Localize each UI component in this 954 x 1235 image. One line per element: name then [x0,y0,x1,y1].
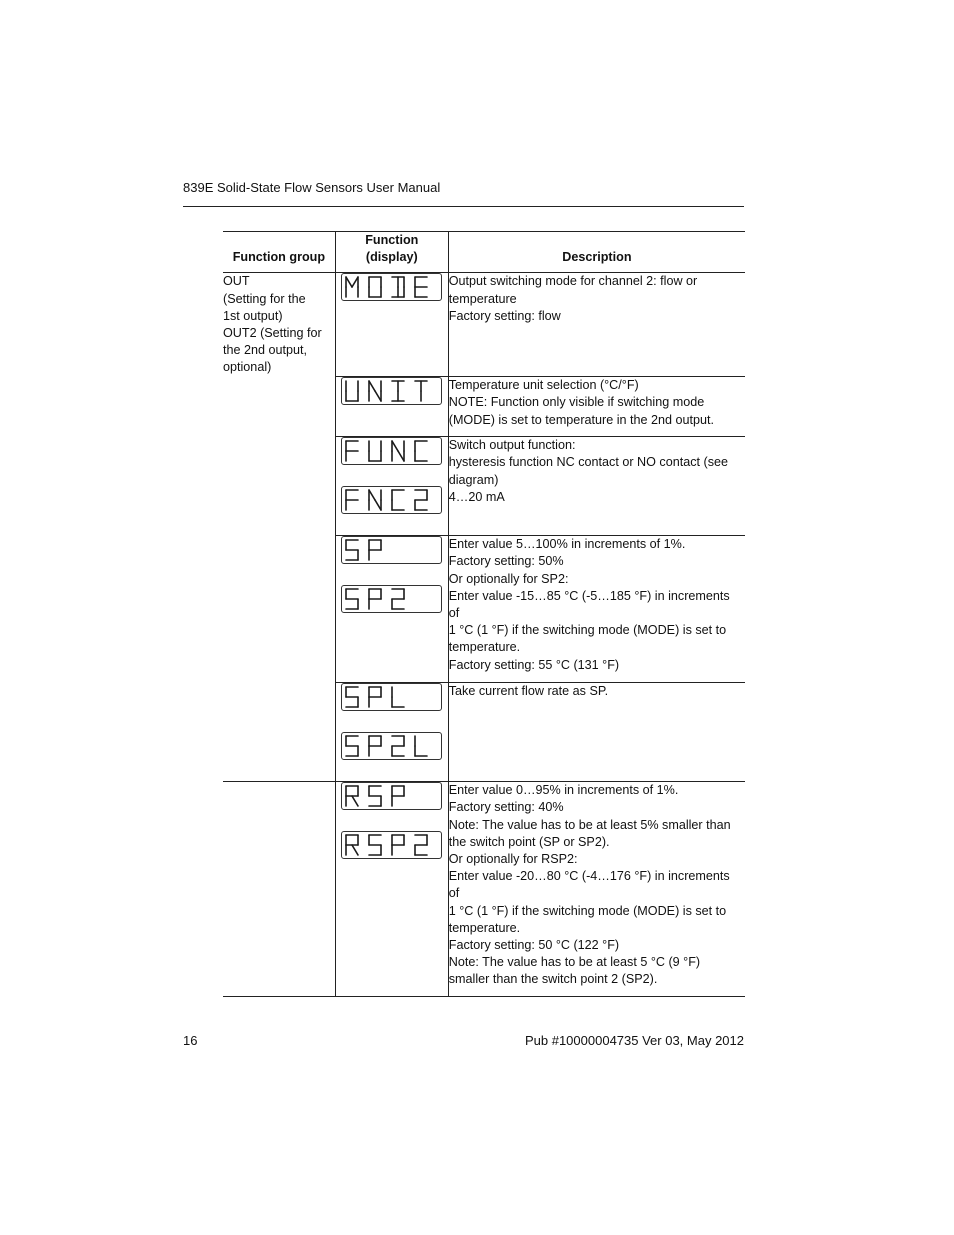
description-line: NOTE: Function only visible if switching mode [448,395,705,410]
cell-description [448,377,745,437]
lcd-char-s [369,786,381,806]
lcd-display-mode [341,273,442,301]
description-line: 1 °C (1 °F) if the switching mode (MODE) is set to [448,623,727,638]
description-line: Note: The value has to be at least 5 °C (9 °F) [448,955,701,970]
lcd-display-func [341,437,442,465]
lcd-glyphs [344,539,440,563]
lcd-char-d [392,277,404,297]
lcd-char-n [392,441,404,461]
lcd-label [342,733,343,734]
lcd-char-l [392,687,404,707]
description-line: temperature [448,291,517,306]
lcd-display-rsp2 [341,831,442,859]
lcd-glyphs [344,834,440,858]
column-header-description: Description [448,232,745,273]
lcd-char-p [369,589,381,609]
cell-function-group [223,683,335,782]
description-line: Enter value 0…95% in increments of 1%. [448,783,679,798]
lcd-display-unit [341,377,442,405]
description-line: Take current flow rate as SP. [448,684,609,699]
description-line: diagram) [448,472,499,487]
lcd-char-c [415,441,427,461]
description-line: Factory setting: 40% [448,800,564,815]
lcd-glyphs [344,489,440,513]
lcd-char-u [346,381,358,401]
description-line: Factory setting: flow [448,308,561,323]
description-line: Note: The value has to be at least 5% smaller than [448,817,731,832]
lcd-char-p [392,786,404,806]
description-line: of [448,605,460,620]
table-header-row [223,232,745,273]
header-rule [183,206,744,207]
function-group-text: 1st output) [223,308,283,323]
lcd-char-o [369,277,381,297]
table-body [223,273,745,997]
column-header-display-line2: (display) [365,250,418,265]
cell-description [448,536,745,683]
function-group-text: OUT2 (Setting for [223,326,322,341]
lcd-char-2 [415,490,427,510]
lcd-char-2 [392,736,404,756]
cell-function-group [223,273,335,377]
cell-function-group [223,782,335,997]
description-line: Or optionally for SP2: [448,571,569,586]
lcd-display-sp2l [341,732,442,760]
table-row [223,377,745,437]
column-header-display-line1: Function [365,233,419,247]
lcd-char-s [346,687,358,707]
column-header-function-group: Function group [223,232,335,273]
running-header: 839E Solid-State Flow Sensors User Manual [183,180,441,195]
description-line: Enter value 5…100% in increments of 1%. [448,537,686,552]
lcd-char-f [346,490,358,510]
cell-function-display [335,377,448,437]
lcd-label [342,684,343,685]
function-group-text: OUT [223,274,250,289]
description-line: Or optionally for RSP2: [448,851,578,866]
cell-description [448,273,745,377]
table-row [223,683,745,782]
lcd-glyphs [344,380,440,404]
lcd-glyphs [344,785,440,809]
lcd-display-sp [341,536,442,564]
lcd-label [342,783,343,784]
lcd-char-n [369,381,381,401]
function-group-text: optional) [223,360,272,375]
lcd-char-s [346,589,358,609]
lcd-label [342,274,343,275]
lcd-label [342,438,343,439]
lcd-glyphs [344,440,440,464]
lcd-char-r [346,786,358,806]
description-line: temperature. [448,920,521,935]
lcd-char-f [346,441,358,461]
description-line: the switch point (SP or SP2). [448,834,610,849]
lcd-char-m [346,277,358,297]
lcd-label [342,537,343,538]
description-line: 1 °C (1 °F) if the switching mode (MODE) is set to [448,903,727,918]
function-table [223,231,745,997]
lcd-display-rsp [341,782,442,810]
lcd-char-i [392,381,404,401]
lcd-glyphs [344,276,440,300]
lcd-char-c [392,490,404,510]
lcd-char-2 [415,835,427,855]
description-line: Factory setting: 55 °C (131 °F) [448,657,620,672]
lcd-char-t [415,381,427,401]
lcd-char-n [369,490,381,510]
lcd-display-fnc2 [341,486,442,514]
function-group-text: the 2nd output, [223,343,308,358]
cell-function-group [223,377,335,437]
cell-description [448,782,745,997]
table-row [223,782,745,997]
cell-function-display [335,683,448,782]
table-row [223,536,745,683]
lcd-display-sp2 [341,585,442,613]
lcd-char-p [369,687,381,707]
table-row [223,273,745,377]
cell-function-group [223,437,335,536]
lcd-char-u [369,441,381,461]
lcd-char-s [346,736,358,756]
lcd-display-spl [341,683,442,711]
lcd-glyphs [344,588,440,612]
lcd-char-s [369,835,381,855]
lcd-glyphs [344,686,440,710]
cell-function-display [335,273,448,377]
description-line: Output switching mode for channel 2: flow or [448,274,698,289]
description-line: Enter value -15…85 °C (-5…185 °F) in increments [448,588,730,603]
cell-description [448,683,745,782]
description-line: Factory setting: 50% [448,554,564,569]
table-row [223,437,745,536]
description-line: Enter value -20…80 °C (-4…176 °F) in increments [448,869,730,884]
lcd-label [342,832,343,833]
description-line: Switch output function: [448,438,576,453]
lcd-label [342,487,343,488]
cell-function-display [335,536,448,683]
description-line: Temperature unit selection (°C/°F) [448,378,639,393]
publication-info: Pub #10000004735 Ver 03, May 2012 [524,1033,744,1048]
description-line: Factory setting: 50 °C (122 °F) [448,937,620,952]
lcd-char-2 [392,589,404,609]
lcd-char-l [415,736,427,756]
description-line: 4…20 mA [448,489,505,504]
lcd-char-e [415,277,427,297]
column-header-function-display [335,232,448,273]
function-group-text: (Setting for the [223,291,306,306]
lcd-char-r [346,835,358,855]
description-line: hysteresis function NC contact or NO contact (see [448,455,729,470]
lcd-char-p [369,736,381,756]
lcd-char-p [369,540,381,560]
cell-function-display [335,437,448,536]
cell-description [448,437,745,536]
page-number: 16 [183,1033,198,1048]
cell-function-display [335,782,448,997]
description-line: temperature. [448,640,521,655]
cell-function-group [223,536,335,683]
description-line: smaller than the switch point 2 (SP2). [448,972,658,987]
lcd-char-p [392,835,404,855]
description-line: (MODE) is set to temperature in the 2nd output. [448,412,715,427]
lcd-glyphs [344,735,440,759]
lcd-char-s [346,540,358,560]
description-line: of [448,886,460,901]
lcd-label [342,378,343,379]
lcd-label [342,586,343,587]
